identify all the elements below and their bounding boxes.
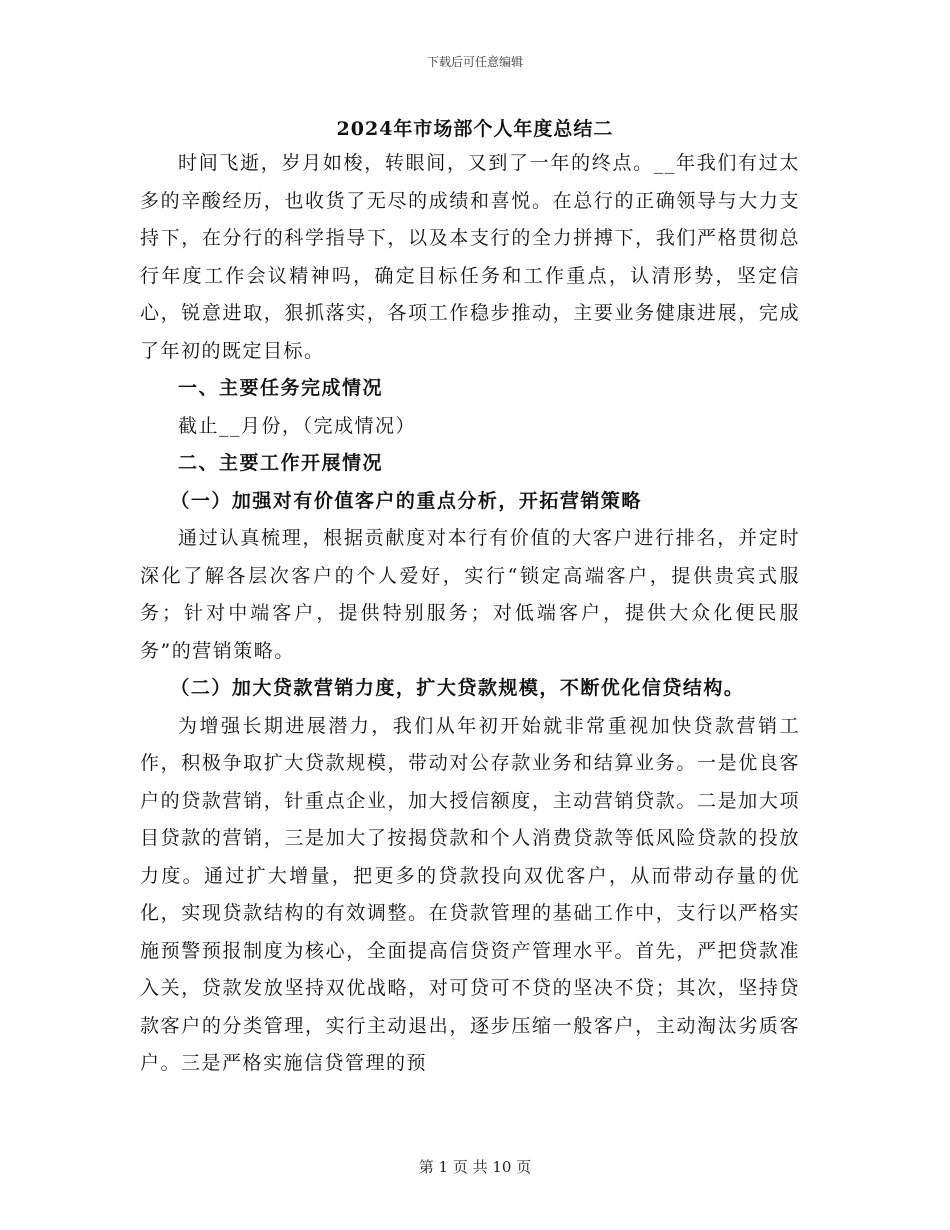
page-number-footer: 第 1 页 共 10 页 bbox=[418, 1158, 532, 1176]
section-heading-1: 一、主要任务完成情况 bbox=[178, 377, 384, 399]
subsection-2-paragraph: 为增强长期进展潜力，我们从年初开始就非常重视加快贷款营销工作，积极争取扩大贷款规模，带动对公存款业务和结算业务。一是优良客户的贷款营销，针重点企业，加大授信额度，主动营销贷款。二是加大项目贷款的营销，三是加大了按揭贷款和个人消费贷款等低风险贷款的投放力度。通过扩大增量，把更多的贷款投向双优客户，从而带动存量的优化，实现贷款结构的有效调整。在贷款管理的基础工作中，支行以严格实施预警预报制度为核心，全面提高信贷资产管理水平。首先，严把贷款准入关，贷款发放坚持双优战略，对可贷可不贷的坚决不贷；其次，坚持贷款客户的分类管理，实行主动退出，逐步压缩一般客户，主动淘汰劣质客户。三是严格实施信贷管理的预 bbox=[140, 714, 800, 1074]
document-body bbox=[140, 145, 800, 1083]
completion-status-paragraph: 截止__月份，（完成情况） bbox=[178, 414, 417, 437]
page-title: 2024年市场部个人年度总结二 bbox=[336, 118, 614, 140]
header-note: 下载后可任意编辑 bbox=[426, 55, 523, 69]
subsection-1-paragraph: 通过认真梳理，根据贡献度对本行有价值的大客户进行排名，并定时深化了解各层次客户的个人爱好，实行“锁定高端客户，提供贵宾式服务；针对中端客户，提供特别服务；对低端客户，提供大众化便民服务”的营销策略。 bbox=[140, 527, 800, 662]
section-heading-2: 二、主要工作开展情况 bbox=[178, 452, 384, 474]
intro-paragraph: 时间飞逝，岁月如梭，转眼间，又到了一年的终点。__年我们有过太多的辛酸经历，也收货了无尽的成绩和喜悦。在总行的正确领导与大力支持下，在分行的科学指导下，以及本支行的全力拼搏下，我们严格贯彻总行年度工作会议精神吗，确定目标任务和工作重点，认清形势，坚定信心，锐意进取，狠抓落实，各项工作稳步推动，主要业务健康进展，完成了年初的既定目标。 bbox=[140, 152, 800, 362]
subsection-heading-1: （一）加强对有价值客户的重点分析，开拓营销策略 bbox=[170, 489, 642, 512]
subsection-heading-2: （二）加大贷款营销力度，扩大贷款规模，不断优化信贷结构。 bbox=[170, 677, 745, 699]
